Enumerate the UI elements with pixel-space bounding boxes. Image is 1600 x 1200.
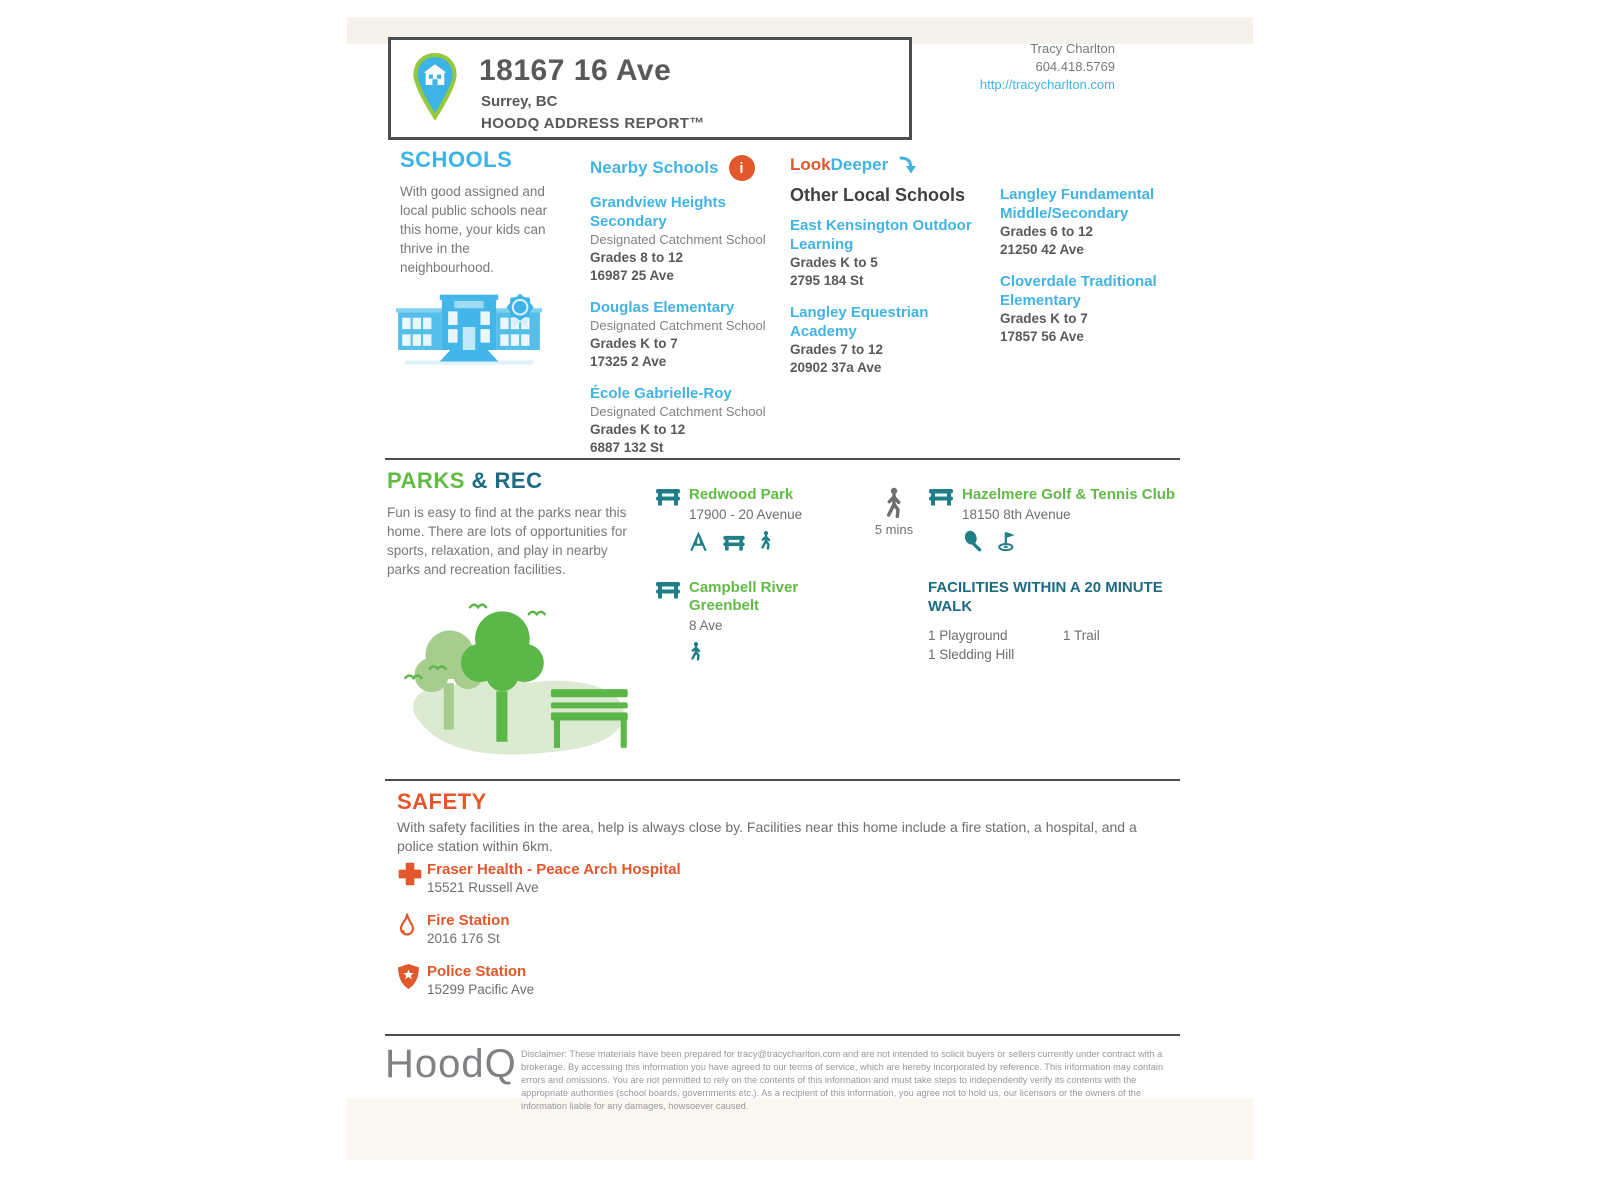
tennis-icon bbox=[962, 530, 984, 552]
park-name-link[interactable]: Redwood Park bbox=[689, 486, 794, 503]
info-icon[interactable]: i bbox=[729, 155, 755, 181]
school-name-link[interactable]: Cloverdale Traditional Elementary bbox=[1000, 273, 1157, 309]
section-divider bbox=[385, 1034, 1180, 1036]
safety-facility-name: Fraser Health - Peace Arch Hospital bbox=[427, 861, 681, 878]
school-type: Designated Catchment School bbox=[590, 404, 766, 419]
schools-description: With good assigned and local public schools near this home, your kids can thrive in the neighbourhood. bbox=[400, 184, 548, 275]
safety-entry bbox=[397, 861, 681, 897]
safety-description: With safety facilities in the area, help is always close by. Facilities near this home include a fire station, a hospital, and a police station within 6km. bbox=[397, 819, 1137, 854]
swing-icon bbox=[689, 532, 709, 551]
map-pin-icon bbox=[411, 53, 459, 121]
nearby-schools-heading: Nearby Schools bbox=[590, 158, 719, 177]
safety-facility-address: 15299 Pacific Ave bbox=[427, 982, 535, 997]
bench-icon bbox=[722, 535, 746, 551]
school-entry bbox=[590, 298, 790, 371]
bench-icon bbox=[928, 488, 954, 506]
pedestrian-icon bbox=[883, 487, 905, 519]
bench-icon bbox=[655, 488, 681, 506]
school-building-illustration bbox=[396, 284, 542, 368]
school-name-link[interactable]: Langley Equestrian Academy bbox=[790, 304, 929, 340]
school-name-link[interactable]: École Gabrielle-Roy bbox=[590, 385, 732, 402]
fire-flame-icon bbox=[397, 912, 417, 939]
park-address: 8 Ave bbox=[689, 618, 723, 633]
park-address: 18150 8th Avenue bbox=[962, 507, 1071, 522]
other-schools-heading: Other Local Schools bbox=[790, 185, 966, 205]
safety-facility-address: 2016 176 St bbox=[427, 931, 500, 946]
school-name-link[interactable]: Grandview Heights Secondary bbox=[590, 194, 726, 230]
agent-phone: 604.418.5769 bbox=[1035, 59, 1115, 74]
school-grades: Grades 6 to 12 bbox=[1000, 224, 1094, 239]
schools-heading: SCHOOLS bbox=[400, 147, 513, 172]
school-address: 2795 184 St bbox=[790, 273, 864, 288]
school-entry bbox=[1000, 185, 1195, 259]
safety-facility-address: 15521 Russell Ave bbox=[427, 880, 539, 895]
property-city: Surrey, BC bbox=[481, 93, 558, 110]
school-entry bbox=[1000, 272, 1195, 346]
school-name-link[interactable]: East Kensington Outdoor Learning bbox=[790, 217, 972, 253]
bench-icon bbox=[655, 581, 681, 599]
agent-website-link[interactable]: http://tracycharlton.com bbox=[979, 77, 1115, 92]
walker-icon bbox=[689, 641, 703, 662]
look-deeper-look: Look bbox=[790, 155, 831, 174]
parks-description: Fun is easy to find at the parks near this home. There are lots of opportunities for sports, relaxation, and play in nearby parks and recreation facilities. bbox=[387, 505, 627, 577]
report-title: HOODQ ADDRESS REPORT™ bbox=[481, 115, 705, 132]
hospital-cross-icon bbox=[397, 861, 423, 887]
school-grades: Grades K to 5 bbox=[790, 255, 878, 270]
parks-column-1 bbox=[655, 486, 870, 662]
school-entry bbox=[590, 384, 790, 457]
agent-name: Tracy Charlton bbox=[1030, 41, 1115, 56]
safety-entry bbox=[397, 963, 534, 999]
police-shield-icon bbox=[397, 963, 420, 990]
section-divider bbox=[385, 458, 1180, 460]
safety-entry bbox=[397, 912, 510, 948]
school-type: Designated Catchment School bbox=[590, 318, 766, 333]
address-header-box bbox=[388, 37, 912, 140]
school-entry bbox=[790, 303, 992, 377]
school-address: 6887 132 St bbox=[590, 440, 664, 455]
school-entry bbox=[590, 193, 790, 285]
walker-icon bbox=[759, 530, 773, 551]
school-grades: Grades K to 12 bbox=[590, 422, 686, 437]
park-entry bbox=[655, 486, 870, 551]
facility-count: 1 Playground bbox=[928, 628, 1008, 643]
school-address: 17325 2 Ave bbox=[590, 354, 667, 369]
school-grades: Grades 7 to 12 bbox=[790, 342, 884, 357]
safety-heading: SAFETY bbox=[397, 789, 487, 814]
safety-facility-name: Fire Station bbox=[427, 912, 510, 929]
school-type: Designated Catchment School bbox=[590, 232, 766, 247]
schools-intro bbox=[400, 147, 560, 277]
park-address: 17900 - 20 Avenue bbox=[689, 507, 803, 522]
facilities-heading: FACILITIES WITHIN A 20 MINUTE WALK bbox=[928, 579, 1163, 615]
parks-intro bbox=[387, 468, 657, 579]
parks-heading-green: PARKS bbox=[387, 468, 465, 493]
look-deeper-link[interactable] bbox=[790, 155, 1195, 175]
safety-facility-name: Police Station bbox=[427, 963, 527, 980]
parks-heading bbox=[387, 468, 657, 494]
agent-contact-block bbox=[855, 40, 1115, 94]
facility-count: 1 Trail bbox=[1063, 628, 1100, 643]
school-entry bbox=[790, 216, 992, 290]
park-entry bbox=[655, 579, 870, 662]
park-name-link[interactable]: Hazelmere Golf & Tennis Club bbox=[962, 486, 1176, 503]
parks-heading-teal: & REC bbox=[471, 468, 543, 493]
school-grades: Grades K to 7 bbox=[590, 336, 678, 351]
nearby-schools-column bbox=[590, 155, 790, 470]
walk-time-block bbox=[864, 487, 924, 537]
school-address: 17857 56 Ave bbox=[1000, 329, 1084, 344]
look-deeper-block bbox=[790, 155, 1195, 390]
park-name-link[interactable]: Campbell River Greenbelt bbox=[689, 579, 799, 614]
look-deeper-deeper: Deeper bbox=[830, 155, 889, 174]
park-entry bbox=[928, 486, 1193, 552]
parks-column-2 bbox=[928, 486, 1193, 664]
school-grades: Grades 8 to 12 bbox=[590, 250, 684, 265]
school-name-link[interactable]: Douglas Elementary bbox=[590, 299, 735, 316]
school-address: 16987 25 Ave bbox=[590, 268, 674, 283]
walk-time-label: 5 mins bbox=[874, 522, 914, 537]
facility-count: 1 Sledding Hill bbox=[928, 647, 1015, 662]
park-illustration bbox=[390, 582, 635, 764]
school-address: 21250 42 Ave bbox=[1000, 242, 1084, 257]
look-deeper-arrow-icon bbox=[898, 155, 918, 175]
school-address: 20902 37a Ave bbox=[790, 360, 882, 375]
hoodq-logo: HoodQ bbox=[385, 1042, 517, 1086]
facilities-block bbox=[928, 578, 1193, 664]
golf-icon bbox=[997, 530, 1019, 552]
disclaimer-text: Disclaimer: These materials have been prepared for tracy@tracycharlton.com and are not intended to solicit buyers or sellers currently under contract with a brokerage. By accessing this information you have agreed to our terms of service, which are hereby incorporated by reference. This information may contain errors and omissions. You are not permitted to rely on the contents of this information and must take steps to independently verify its contents with the appropriate authorities (school boards, governments etc.). As a recipient of this information, you agree not to hold us, our licensors or the owners of the information liable for any damages, howsoever caused. bbox=[521, 1049, 1164, 1111]
school-grades: Grades K to 7 bbox=[1000, 311, 1088, 326]
property-address: 18167 16 Ave bbox=[479, 54, 672, 87]
school-name-link[interactable]: Langley Fundamental Middle/Secondary bbox=[1000, 186, 1155, 222]
section-divider bbox=[385, 779, 1180, 781]
